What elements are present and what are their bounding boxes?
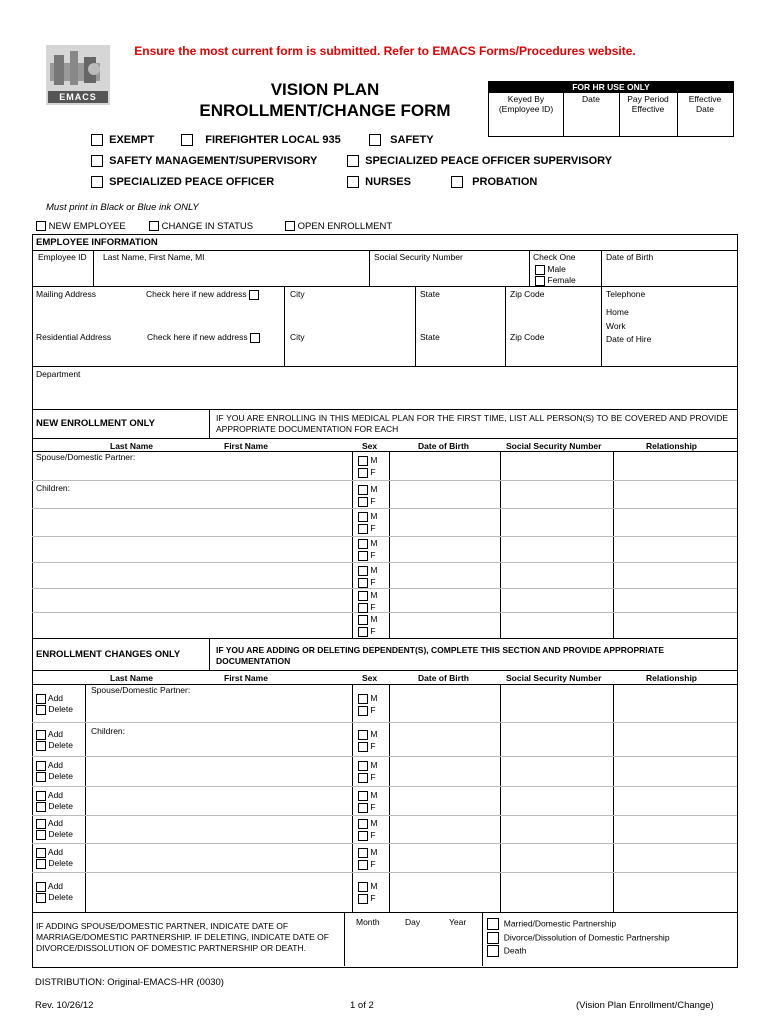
f-checkbox[interactable] [358,894,368,904]
ec-add-delete[interactable] [36,693,73,715]
department-field[interactable]: Department [36,369,81,379]
add-label: Add [47,760,64,770]
cat-safety-mgmt[interactable] [91,155,317,167]
open-enrollment-checkbox[interactable] [285,221,295,231]
spec-peace-sup-checkbox[interactable] [347,155,359,167]
hr-effective-label: Effective [688,94,722,104]
work-phone-field[interactable]: Work [606,321,626,331]
f-checkbox[interactable] [358,803,368,813]
status-change[interactable] [149,221,253,232]
f-checkbox[interactable] [358,603,368,613]
new-enrollment-instruction: IF YOU ARE ENROLLING IN THIS MEDICAL PLAN FOR THE FIRST TIME, LIST ALL PERSON(S) TO BE COVERED AND PROVIDE APPROPRIATE DOCUMENTATION FOR EACH [216,413,728,434]
add-checkbox[interactable] [36,791,46,801]
add-label: Add [47,693,64,703]
marriage-option-death[interactable] [487,945,526,957]
m-checkbox[interactable] [358,882,368,892]
ec-sex-row[interactable] [358,818,377,842]
safety-mgmt-checkbox[interactable] [91,155,103,167]
ec-sex-row[interactable] [358,881,377,905]
employee-id-field[interactable]: Employee ID [38,252,87,262]
check-one-label: Check One [533,252,576,262]
ne-col-sex: Sex [362,441,378,451]
mailing-new-address-label: Check here if new address [146,289,247,299]
ne-sex-row[interactable] [358,565,377,589]
dob-field[interactable]: Date of Birth [606,252,654,262]
f-checkbox[interactable] [358,497,368,507]
delete-label: Delete [48,858,73,868]
mailing-new-address[interactable] [146,289,259,300]
new-enrollment-heading: NEW ENROLLMENT ONLY [36,418,155,429]
nurses-label: NURSES [365,176,411,188]
f-label: F [370,523,376,533]
death-checkbox[interactable] [487,945,499,957]
spec-peace-checkbox[interactable] [91,176,103,188]
m-checkbox[interactable] [358,615,368,625]
divorce-label: Divorce/Dissolution of Domestic Partnership [503,932,670,943]
m-label: M [370,538,378,548]
changes-instruction: IF YOU ARE ADDING OR DELETING DEPENDENT(S), COMPLETE THIS SECTION AND PROVIDE APPROPRIATE DOCUMENTATION [216,645,665,666]
new-employee-label: NEW EMPLOYEE [48,221,126,232]
f-checkbox[interactable] [358,860,368,870]
mailing-address-field[interactable]: Mailing Address [36,289,97,299]
m-label: M [370,484,378,494]
hr-use-header: FOR HR USE ONLY [489,82,733,93]
marriage-option-divorce[interactable] [487,932,670,944]
ec-col-relationship: Relationship [646,673,698,683]
f-label: F [370,550,376,560]
name-field[interactable]: Last Name, First Name, MI [103,252,205,262]
hr-date[interactable]: Date [582,94,600,104]
ec-sex-row[interactable] [358,790,377,814]
notice-banner: Ensure the most current form is submitted. Refer to EMACS Forms/Procedures website. [134,44,636,58]
married-checkbox[interactable] [487,918,499,930]
ec-col-last: Last Name [110,673,153,683]
safety-label: SAFETY [390,134,434,146]
add-checkbox[interactable] [36,882,46,892]
m-label: M [370,847,378,857]
cat-exempt[interactable] [91,134,154,146]
f-label: F [370,893,376,903]
new-employee-checkbox[interactable] [36,221,46,231]
female-checkbox[interactable] [535,276,545,286]
delete-label: Delete [48,801,73,811]
delete-label: Delete [48,740,73,750]
open-enrollment-label: OPEN ENROLLMENT [297,221,393,232]
hr-pay-period-label: Pay Period [627,94,669,104]
m-label: M [370,590,378,600]
death-label: Death [503,945,527,956]
m-label: M [370,614,378,624]
male-option[interactable] [535,264,566,275]
probation-checkbox[interactable] [451,176,463,188]
marriage-day-field[interactable]: Day [405,917,421,927]
ec-col-first: First Name [224,673,268,683]
marriage-instruction: IF ADDING SPOUSE/DOMESTIC PARTNER, INDICATE DATE OF MARRIAGE/DOMESTIC PARTNERSHIP. IF DELETING, INDICATE DATE OF DIVORCE/DISSOLUTION OF DOMESTIC PARTNERSHIP OR DEATH. [36,921,329,953]
ne-col-last: Last Name [110,441,153,451]
marriage-month-field[interactable]: Month [356,917,380,927]
hr-pay-period[interactable] [619,94,677,114]
f-label: F [370,496,376,506]
hr-keyed-by[interactable] [489,94,563,114]
distribution-note: DISTRIBUTION: Original-EMACS-HR (0030) [35,977,224,988]
logo-text: EMACS [59,92,97,102]
residential-address-field[interactable]: Residential Address [36,332,112,342]
ec-add-delete[interactable] [36,790,73,812]
add-checkbox[interactable] [36,819,46,829]
f-label: F [370,705,376,715]
ec-children-label: Children: [91,726,126,736]
status-new-employee[interactable] [36,221,126,232]
ssn-field[interactable]: Social Security Number [374,252,463,262]
add-checkbox[interactable] [36,730,46,740]
form-name-footer: (Vision Plan Enrollment/Change) [576,1000,714,1011]
residential-new-address-label: Check here if new address [147,332,248,342]
cat-nurses[interactable] [347,176,411,188]
ne-col-dob: Date of Birth [418,441,469,451]
status-open-enrollment[interactable] [285,221,392,232]
f-label: F [370,602,376,612]
ec-sex-row[interactable] [358,760,377,784]
m-checkbox[interactable] [358,566,368,576]
delete-label: Delete [48,704,73,714]
probation-label: PROBATION [472,176,538,188]
f-label: F [370,772,376,782]
ne-sex-row[interactable] [358,614,377,638]
page-number: 1 of 2 [350,1000,374,1011]
m-label: M [370,511,378,521]
ne-spouse-label: Spouse/Domestic Partner: [36,452,136,462]
ne-sex-row[interactable] [358,511,377,535]
male-checkbox[interactable] [535,265,545,275]
exempt-checkbox[interactable] [91,134,103,146]
m-label: M [370,790,378,800]
change-status-label: CHANGE IN STATUS [161,221,254,232]
residential-city-field[interactable]: City [290,332,305,342]
spec-peace-label: SPECIALIZED PEACE OFFICER [109,176,275,188]
hr-keyed-by-sub: (Employee ID) [498,104,554,114]
hr-pay-period-sub: Effective [631,104,665,114]
marriage-year-field[interactable]: Year [449,917,467,927]
telephone-label: Telephone [606,289,646,299]
f-checkbox[interactable] [358,468,368,478]
m-checkbox[interactable] [358,848,368,858]
m-checkbox[interactable] [358,456,368,466]
residential-state-field[interactable]: State [420,332,440,342]
residential-new-address-checkbox[interactable] [250,333,260,343]
f-label: F [370,802,376,812]
mailing-city-field[interactable]: City [290,289,305,299]
ne-sex-row[interactable] [358,455,377,479]
ne-children-label: Children: [36,483,71,493]
residential-zip-field[interactable]: Zip Code [510,332,545,342]
residential-new-address[interactable] [147,332,260,343]
form-title-line2: ENROLLMENT/CHANGE FORM [199,101,451,120]
ec-add-delete[interactable] [36,847,73,869]
f-checkbox[interactable] [358,831,368,841]
delete-checkbox[interactable] [36,705,46,715]
ne-col-relationship: Relationship [646,441,698,451]
female-label: Female [547,275,576,285]
delete-label: Delete [48,771,73,781]
m-label: M [370,818,378,828]
f-checkbox[interactable] [358,742,368,752]
m-checkbox[interactable] [358,591,368,601]
date-hire-field[interactable]: Date of Hire [606,334,652,344]
ec-add-delete[interactable] [36,760,73,782]
f-checkbox[interactable] [358,578,368,588]
m-checkbox[interactable] [358,485,368,495]
delete-checkbox[interactable] [36,893,46,903]
m-checkbox[interactable] [358,819,368,829]
male-label: Male [547,264,566,274]
cat-firefighter[interactable] [181,134,341,146]
add-label: Add [47,847,64,857]
married-label: Married/Domestic Partnership [503,918,617,929]
m-label: M [370,455,378,465]
delete-checkbox[interactable] [36,830,46,840]
exempt-label: EXEMPT [109,134,155,146]
ne-sex-row[interactable] [358,484,377,508]
hr-use-box [488,81,734,137]
delete-label: Delete [48,892,73,902]
f-label: F [370,859,376,869]
ec-sex-row[interactable] [358,693,377,717]
ec-sex-row[interactable] [358,729,377,753]
add-label: Add [47,881,64,891]
ec-sex-row[interactable] [358,847,377,871]
cat-spec-peace-sup[interactable] [347,155,612,167]
f-label: F [370,741,376,751]
delete-checkbox[interactable] [36,741,46,751]
add-checkbox[interactable] [36,761,46,771]
employee-info-heading: EMPLOYEE INFORMATION [36,237,158,248]
m-checkbox[interactable] [358,694,368,704]
ne-col-first: First Name [224,441,268,451]
mailing-state-field[interactable]: State [420,289,440,299]
ne-col-ssn: Social Security Number [506,441,602,451]
cat-probation[interactable] [451,176,537,188]
f-label: F [370,626,376,636]
form-frame [32,234,738,968]
ne-sex-row[interactable] [358,538,377,562]
add-label: Add [47,790,64,800]
m-label: M [370,760,378,770]
cat-safety[interactable] [369,134,434,146]
hr-keyed-by-label: Keyed By [507,94,545,104]
ec-col-ssn: Social Security Number [506,673,602,683]
cat-spec-peace[interactable] [91,176,274,188]
ec-add-delete[interactable] [36,818,73,840]
nurses-checkbox[interactable] [347,176,359,188]
ec-add-delete[interactable] [36,729,73,751]
m-label: M [370,881,378,891]
safety-mgmt-label: SAFETY MANAGEMENT/SUPERVISORY [109,155,318,167]
female-option[interactable] [535,275,576,286]
m-label: M [370,693,378,703]
mailing-zip-field[interactable]: Zip Code [510,289,545,299]
delete-label: Delete [48,829,73,839]
spec-peace-sup-label: SPECIALIZED PEACE OFFICER SUPERVISORY [365,155,613,167]
ec-add-delete[interactable] [36,881,73,903]
ink-note: Must print in Black or Blue ink ONLY [46,202,199,213]
f-checkbox[interactable] [358,773,368,783]
m-checkbox[interactable] [358,761,368,771]
f-checkbox[interactable] [358,627,368,637]
f-label: F [370,467,376,477]
f-checkbox[interactable] [358,524,368,534]
m-checkbox[interactable] [358,791,368,801]
ec-col-dob: Date of Birth [418,673,469,683]
m-checkbox[interactable] [358,730,368,740]
f-checkbox[interactable] [358,551,368,561]
add-label: Add [47,729,64,739]
ec-col-sex: Sex [362,673,378,683]
firefighter-label: FIREFIGHTER LOCAL 935 [205,134,341,146]
delete-checkbox[interactable] [36,772,46,782]
ne-sex-row[interactable] [358,590,377,614]
ec-spouse-label: Spouse/Domestic Partner: [91,685,191,695]
changes-heading: ENROLLMENT CHANGES ONLY [36,649,181,660]
f-label: F [370,830,376,840]
hr-effective-date[interactable] [677,94,733,114]
divorce-checkbox[interactable] [487,932,499,944]
mailing-new-address-checkbox[interactable] [249,290,259,300]
home-phone-field[interactable]: Home [606,307,629,317]
f-label: F [370,577,376,587]
m-checkbox[interactable] [358,539,368,549]
add-checkbox[interactable] [36,694,46,704]
safety-checkbox[interactable] [369,134,381,146]
marriage-option-married[interactable] [487,918,616,930]
m-checkbox[interactable] [358,512,368,522]
firefighter-checkbox[interactable] [181,134,193,146]
f-checkbox[interactable] [358,706,368,716]
m-label: M [370,565,378,575]
revision-date: Rev. 10/26/12 [35,1000,94,1011]
delete-checkbox[interactable] [36,859,46,869]
emacs-logo [46,45,110,105]
delete-checkbox[interactable] [36,802,46,812]
m-label: M [370,729,378,739]
add-checkbox[interactable] [36,848,46,858]
hr-effective-sub: Date [696,104,714,114]
add-label: Add [47,818,64,828]
change-status-checkbox[interactable] [149,221,159,231]
form-title-line1: VISION PLAN [270,80,380,99]
